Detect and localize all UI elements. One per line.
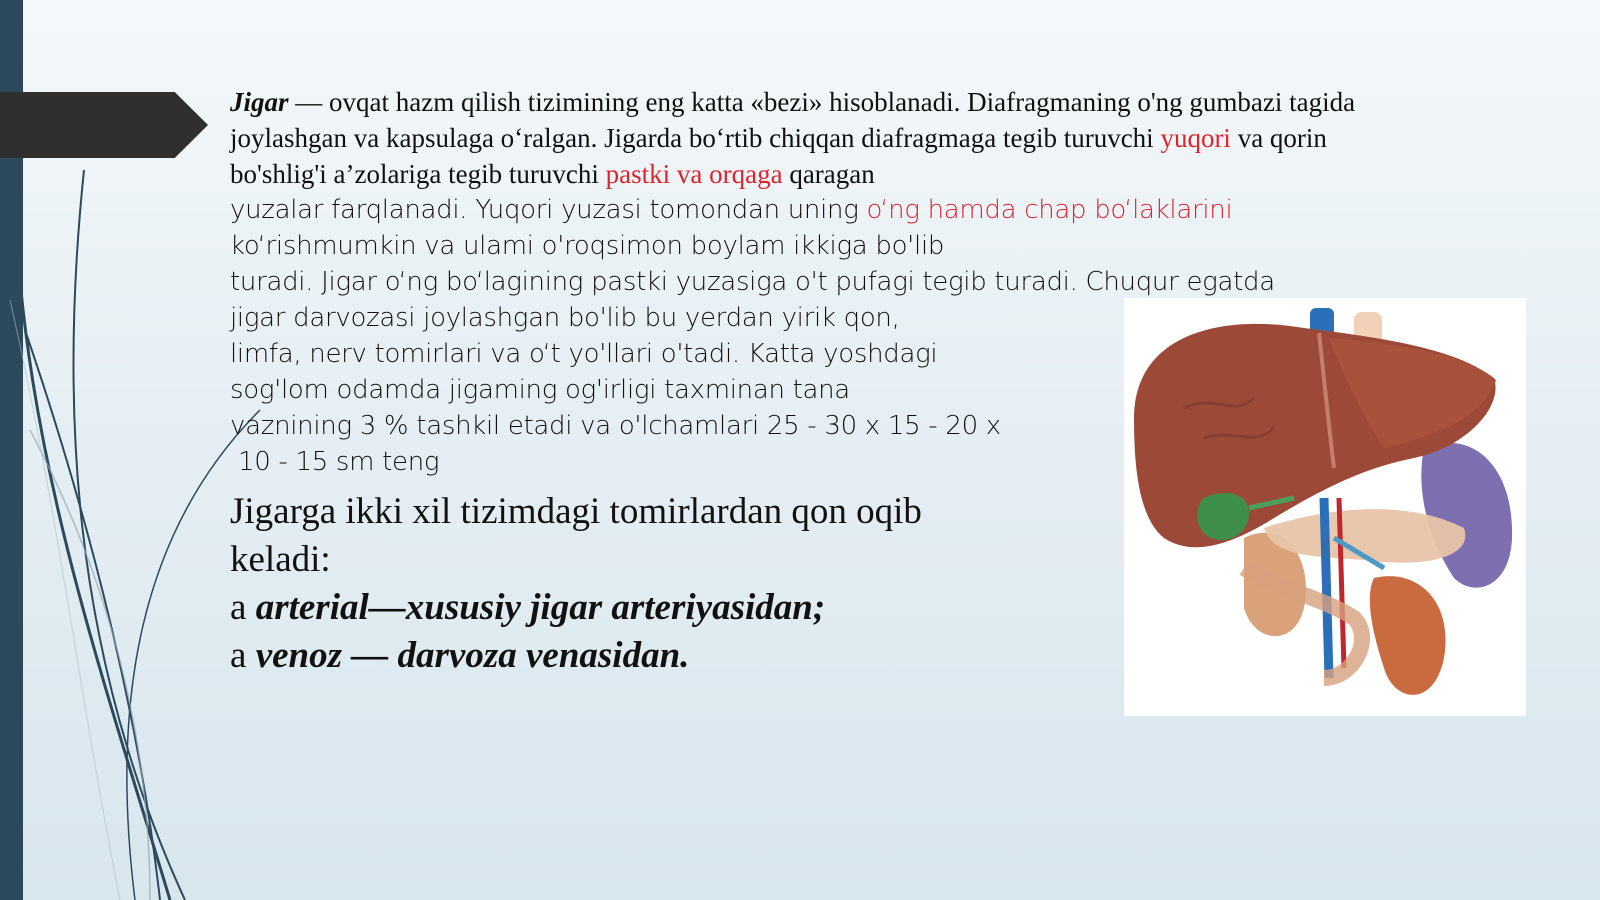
highlight-text: yuqori bbox=[1160, 123, 1231, 153]
paragraph-line: sog'lom odamda jigaming og'irligi taxminan tana bbox=[230, 375, 850, 405]
text-span: a bbox=[230, 635, 256, 676]
paragraph-line bbox=[230, 156, 1490, 192]
paragraph-line bbox=[230, 84, 1490, 120]
arterial-term: arterial—xususiy jigar arteriyasidan; bbox=[255, 587, 826, 628]
paragraph-line bbox=[230, 192, 1490, 228]
paragraph-line: Jigarga ikki xil tizimdagi tomirlardan qon oqib bbox=[230, 491, 922, 532]
paragraph-line bbox=[230, 120, 1490, 156]
paragraph-line: limfa, nerv tomirlari va o‘t yo'llari o'tadi. Katta yoshdagi bbox=[230, 339, 938, 369]
text-span: va qorin bbox=[1230, 123, 1327, 153]
liver-anatomy-icon bbox=[1124, 298, 1526, 716]
text-span: a bbox=[230, 587, 256, 628]
paragraph-line: keladi: bbox=[230, 539, 331, 580]
venous-term: venoz — darvoza venasidan. bbox=[255, 635, 690, 676]
paragraph-line: 10 - 15 sm teng bbox=[230, 447, 440, 477]
liver-illustration bbox=[1124, 298, 1526, 716]
text-span: qaragan bbox=[782, 159, 875, 189]
term-jigar: Jigar bbox=[230, 87, 289, 117]
paragraph-line: jigar darvozasi joylashgan bo'lib bu yerdan yirik qon, bbox=[230, 303, 900, 333]
text-span: yuzalar farqlanadi. Yuqori yuzasi tomondan uning bbox=[230, 195, 867, 225]
text-span: bo'shlig'i a’zolariga tegib turuvchi bbox=[230, 159, 606, 189]
highlight-text: o‘ng hamda chap bo‘laklarini bbox=[866, 195, 1233, 225]
text-span: — ovqat hazm qilish tizimining eng katta «bezi» hisoblanadi. Diafragmaning o'ng gumbazi tagida bbox=[288, 87, 1356, 117]
highlight-text: pastki va orqaga bbox=[605, 159, 783, 189]
text-span: joylashgan va kapsulaga o‘ralgan. Jigarda bo‘rtib chiqqan diafragmaga tegib turuvchi bbox=[230, 123, 1161, 153]
paragraph-line: ko‘rishmumkin va ulami o'roqsimon boylam ikkiga bo'lib bbox=[230, 231, 945, 261]
paragraph-line: turadi. Jigar o‘ng bo‘lagining pastki yuzasiga o't pufagi tegib turadi. Chuqur egatda bbox=[230, 267, 1275, 297]
paragraph-line: vaznining 3 % tashkil etadi va o'lchamlari 25 - 30 x 15 - 20 x bbox=[230, 411, 1001, 441]
